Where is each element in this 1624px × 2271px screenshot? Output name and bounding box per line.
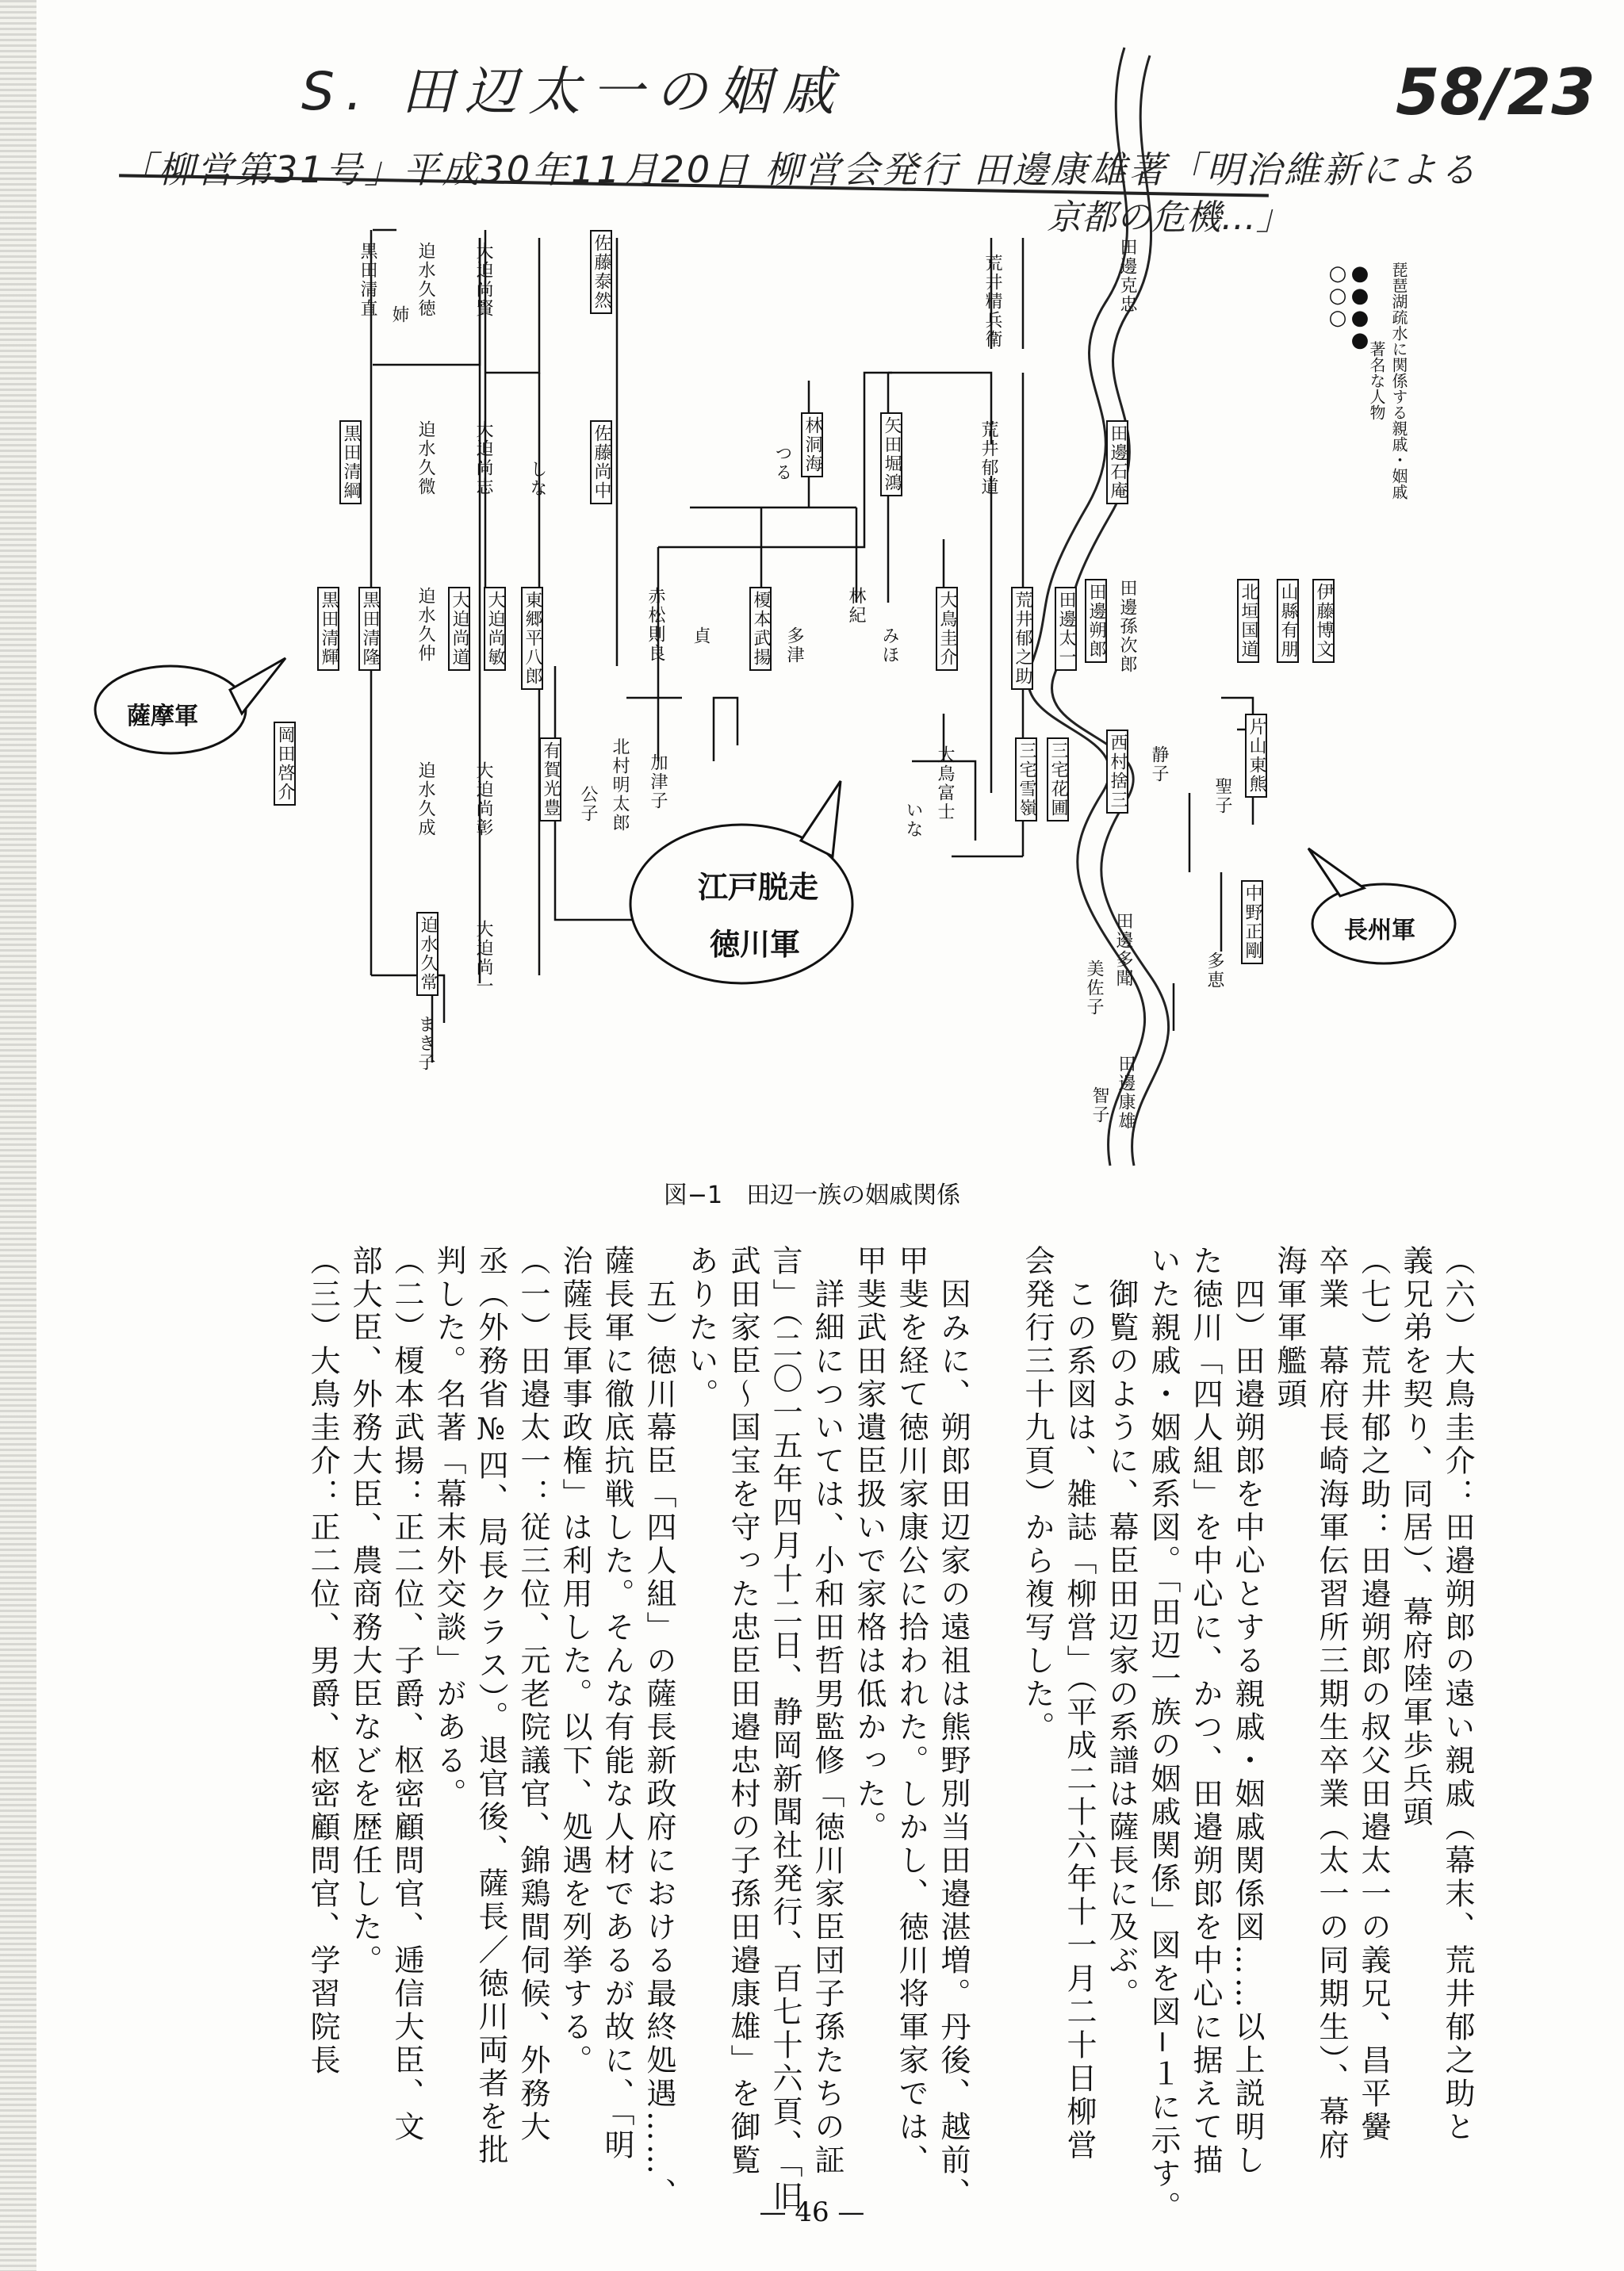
body-column: （六）大鳥圭介：田邉朔郎の遠い親戚（幕末、荒井郁之助と: [1440, 1245, 1475, 2144]
tree-name-boxed: 北垣国道: [1237, 579, 1259, 663]
legend-label-canal-relatives: 琵琶湖疏水に関係する親戚・姻戚: [1389, 262, 1408, 500]
legend-marker-open: ○○○: [1326, 262, 1350, 328]
tree-name: 多津: [784, 626, 804, 664]
body-column: 卒業 幕府長崎海軍伝習所三期生卒業（太一の同期生）、幕府: [1314, 1245, 1349, 2162]
tree-name-boxed: 有賀光豊: [539, 737, 561, 821]
legend-label-famous: 著名な人物: [1367, 341, 1386, 420]
tree-name-boxed: 三宅雪嶺: [1015, 737, 1037, 821]
tree-name-boxed: 西村捨三: [1106, 730, 1128, 814]
tree-name: 迫水久徳: [416, 242, 435, 318]
tree-name-boxed: 大鳥圭介: [936, 587, 958, 671]
tree-name: まき子: [416, 1015, 435, 1072]
body-column: 五）徳川幕臣「四人組」の薩長新政府における最終処遇……、: [642, 1245, 676, 2211]
body-column: 詳細については、小和田哲男監修「徳川家臣団子孫たちの証: [810, 1245, 845, 2177]
tree-name: 大迫尚志: [473, 420, 493, 496]
page-number: — 46 —: [759, 2196, 865, 2228]
tree-name: 田邊克忠: [1117, 238, 1137, 314]
body-column: ありたい。: [684, 1245, 718, 1411]
body-column: 薩長軍に徹底抗戦した。そんな有能な人材であるが故に、「明: [599, 1245, 634, 2162]
body-column: 御覧のように、幕臣田辺家の系譜は薩長に及ぶ。: [1104, 1245, 1139, 2011]
tree-name: いな: [903, 801, 923, 839]
tree-name: 加津子: [648, 753, 668, 810]
tree-name: 大迫尚賢: [473, 242, 493, 318]
handwritten-page-count: 58/23: [1396, 56, 1595, 129]
figure-caption: 図−1 田辺一族の姻戚関係: [663, 1181, 961, 1209]
body-column: 甲斐を経て徳川家康公に拾われた。しかし、徳川将軍家では、: [894, 1245, 929, 2177]
tree-name: 荒井精兵衛: [982, 254, 1002, 349]
tree-name-boxed: 田邊石庵: [1106, 420, 1128, 504]
tree-name: 田邊多聞: [1113, 912, 1133, 988]
tree-name-boxed: 田邊朔郎: [1085, 579, 1107, 663]
tree-name-boxed: 黒田清輝: [317, 587, 339, 671]
tree-name: 赤松則良: [645, 587, 665, 663]
handwritten-title: S. 田辺太一の姻戚: [301, 61, 845, 122]
body-column: 治薩長軍事政権」は利用した。以下、処遇を列挙する。: [557, 1245, 592, 2078]
body-column: 言」（二〇一五年四月十二日、静岡新聞社発行、百七十六頁、「旧: [768, 1245, 802, 2214]
tree-name: しな: [527, 460, 547, 498]
tree-name: つる: [772, 444, 792, 482]
tree-name: 姉: [389, 305, 409, 324]
tree-name-boxed: 中野正剛: [1241, 880, 1263, 964]
tree-name-boxed: 岡田啓介: [274, 722, 296, 806]
body-column: （一）田邉太一：従三位、元老院議官、錦鶏間伺候、外務大: [515, 1245, 550, 2144]
tree-name: 北村明太郎: [610, 737, 630, 833]
body-column: 甲斐武田家遺臣扱いで家格は低かった。: [852, 1245, 887, 1844]
tree-name-boxed: 伊藤博文: [1312, 579, 1335, 663]
body-column: 会発行三十九頁）から複写した。: [1020, 1245, 1055, 1744]
tree-name-boxed: 片山東熊: [1245, 714, 1267, 798]
tree-name-boxed: 黒田清綱: [339, 420, 362, 504]
body-column: 義兄弟を契り、同居）、幕府陸軍歩兵頭: [1398, 1245, 1433, 1829]
choshu-label: 長州軍: [1344, 917, 1415, 944]
tree-name-boxed: 田邊太一: [1055, 587, 1077, 671]
tree-name: 大迫尚彰: [473, 761, 493, 837]
tree-name: 公子: [578, 785, 598, 823]
body-column: （七）荒井郁之助：田邉朔郎の叔父田邉太一の義兄、昌平黌: [1356, 1245, 1391, 2144]
tree-name: 荒井郁道: [979, 420, 998, 496]
tree-name: 迫水久微: [416, 420, 435, 496]
legend-marker-filled: ●●●●: [1348, 262, 1372, 350]
tree-name: 迫水久成: [416, 761, 435, 837]
body-column: た徳川「四人組」を中心に、かつ、田邉朔郎を中心に据えて描: [1188, 1245, 1223, 2177]
tree-name: 貞: [691, 626, 710, 645]
tree-name: 迫水久仲: [416, 587, 435, 663]
tree-name: 黒田清直: [358, 242, 377, 318]
body-column: 部大臣、外務大臣、農商務大臣などを歴任した。: [347, 1245, 382, 1978]
tree-name-boxed: 大迫尚道: [448, 587, 470, 671]
body-column: 判した。名著「幕末外交談」がある。: [431, 1245, 466, 1811]
edo-label-line2: 徳川軍: [710, 927, 801, 962]
body-column: 因みに、朔郎田辺家の遠祖は熊野別当田邉湛増。丹後、越前、: [936, 1245, 971, 2211]
body-column: 武田家臣〜国宝を守った忠臣田邉忠村の子孫田邉康雄」を御覧: [726, 1245, 760, 2177]
tree-name: 美佐子: [1084, 959, 1104, 1017]
tree-name: 智子: [1090, 1086, 1109, 1124]
body-column: （三）大鳥圭介：正二位、男爵、枢密顧問官、学習院長: [305, 1245, 340, 2078]
body-column: いた親戚・姻戚系図。「田辺一族の姻戚関係」図を図−１に示す。: [1146, 1245, 1181, 2224]
tree-name-boxed: 林洞海: [801, 412, 823, 477]
tree-name-boxed: 三宅花圃: [1047, 737, 1069, 821]
tree-name: 聖子: [1212, 777, 1232, 815]
tree-name-boxed: 大迫尚敏: [484, 587, 506, 671]
tree-name: みほ: [879, 626, 899, 664]
body-column: 海軍軍艦頭: [1272, 1245, 1307, 1411]
tree-name-boxed: 山縣有朋: [1277, 579, 1299, 663]
body-column: 四）田邉朔郎を中心とする親戚・姻戚関係図……以上説明し: [1230, 1245, 1265, 2177]
handwritten-source-line-2: 京都の危機…」: [1047, 197, 1291, 238]
body-column: （二）榎本武揚：正二位、子爵、枢密顧問官、逓信大臣、文: [389, 1245, 424, 2144]
handwritten-source-line: 「柳営第31号」平成30年11月20日 柳営会発行 田邊康雄著「明治維新による: [119, 148, 1479, 191]
tree-name-boxed: 黒田清隆: [358, 587, 381, 671]
tree-name: 田邊康雄: [1116, 1055, 1136, 1131]
tree-name-boxed: 東郷平八郎: [521, 587, 543, 690]
satsuma-label: 薩摩軍: [127, 703, 198, 730]
edo-label-line1: 江戸脱走: [698, 870, 819, 905]
tree-name: 静子: [1149, 745, 1169, 783]
tree-name: 林紀: [846, 587, 866, 625]
tree-name: 多恵: [1205, 952, 1224, 990]
tree-name: 田邊孫次郎: [1117, 579, 1137, 674]
tree-name-boxed: 佐藤泰然: [590, 230, 612, 314]
tree-name-boxed: 迫水久常: [416, 912, 439, 996]
tree-name-boxed: 榎本武揚: [749, 587, 772, 671]
tree-name-boxed: 佐藤尚中: [590, 420, 612, 504]
tree-name-boxed: 荒井郁之助: [1011, 587, 1033, 690]
body-column: 丞（外務省№四、局長クラス）。退官後、薩長／徳川両者を批: [473, 1245, 508, 2167]
body-column: この系図は、雑誌「柳営」（平成二十六年十一月二十日柳営: [1062, 1245, 1097, 2162]
tree-name: 大鳥富士: [935, 745, 955, 821]
tree-name: 大迫尚一: [473, 920, 493, 996]
tree-name-boxed: 矢田堀鴻: [880, 412, 902, 496]
